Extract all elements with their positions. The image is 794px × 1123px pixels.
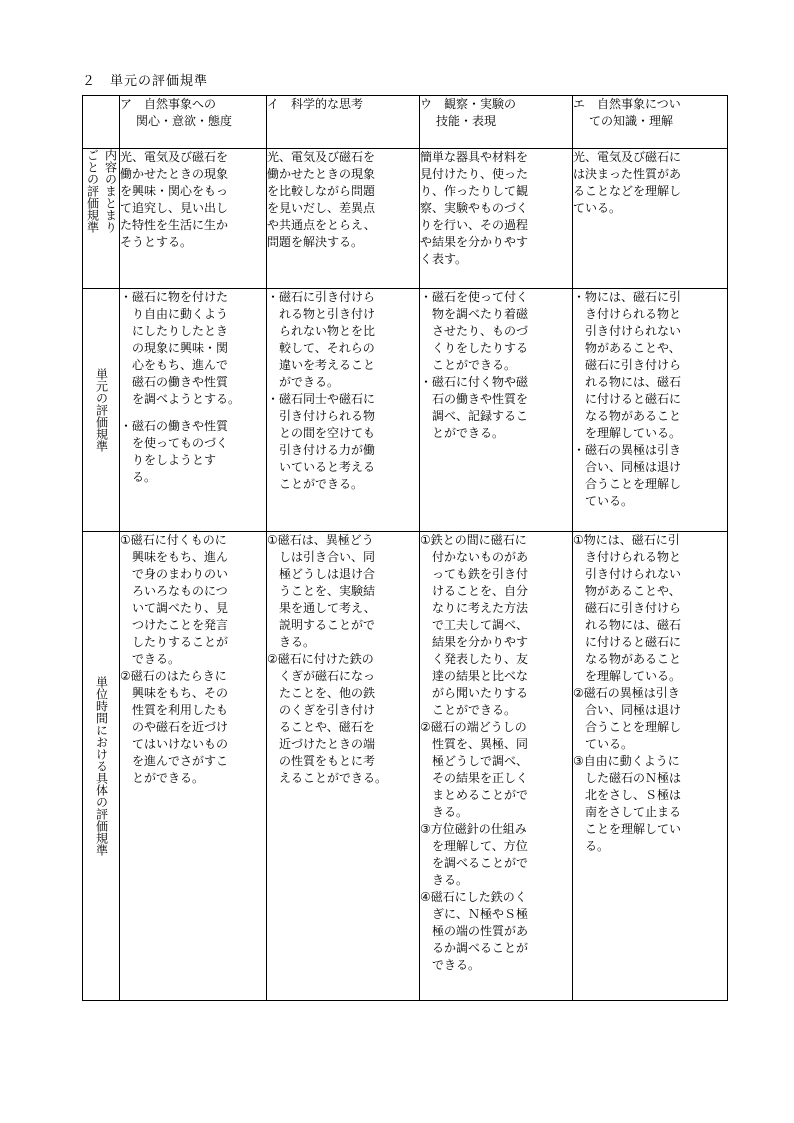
cell-line: ④磁石にした鉄のく <box>420 890 527 904</box>
cell-line: ている。 <box>585 494 634 508</box>
cell-line: 働かせたときの現象 <box>267 167 376 181</box>
cell-line: れる物と引き付け <box>279 307 376 321</box>
cell-line: くりをしたりする <box>432 341 529 355</box>
cell-line: て追究し、見い出し <box>120 201 229 215</box>
cell-line: を調べようとする。 <box>132 392 241 406</box>
cell-line: 石の働きや性質を <box>432 392 529 406</box>
cell-line: 物があることや、 <box>585 341 681 355</box>
cell-line: 光、電気及び磁石に <box>573 150 682 164</box>
cell-line: 興味をもち、進ん <box>132 550 229 564</box>
cell-line: なる物があること <box>585 652 682 666</box>
criteria-cell <box>267 289 420 532</box>
header-row <box>83 96 728 149</box>
cell-line: ている。 <box>585 737 634 751</box>
header-cell-e <box>573 96 728 149</box>
cell-line: 果を通して考え、 <box>279 601 376 615</box>
criteria-cell <box>573 149 728 289</box>
cell-line: がら聞いたりする <box>432 686 529 700</box>
cell-line: できる。 <box>132 652 181 666</box>
evaluation-criteria-table <box>82 95 728 1001</box>
cell-line: たことを、他の鉄 <box>279 686 376 700</box>
cell-line: 引き付けられない <box>585 567 682 581</box>
cell-line: 北をさし、Ｓ極は <box>585 788 682 802</box>
cell-line: られない物とを比 <box>279 324 376 338</box>
header-cell-a <box>120 96 267 149</box>
criteria-cell <box>120 149 267 289</box>
criteria-cell <box>267 149 420 289</box>
cell-line: を使ってものづく <box>132 436 229 450</box>
header-line: 関心・意欲・態度 <box>136 114 233 128</box>
cell-line: ができる。 <box>279 375 340 389</box>
criteria-cell <box>120 532 267 1001</box>
header-cell-u <box>420 96 573 149</box>
cell-line: しは引き合い、同 <box>279 550 376 564</box>
cell-line: を比較しながら問題 <box>267 184 376 198</box>
cell-line: を見いだし、差異点 <box>267 201 376 215</box>
cell-line: 極どうしで調べ、 <box>432 754 529 768</box>
cell-line: 達の結果と比べな <box>432 669 529 683</box>
cell-line: を理解して、方位 <box>432 839 528 853</box>
cell-line: 性質を、異極、同 <box>432 737 529 751</box>
criteria-cell <box>120 289 267 532</box>
cell-line: れる物には、磁石 <box>585 618 682 632</box>
cell-line: できる。 <box>432 958 481 972</box>
cell-line: ろいろなものにつ <box>132 584 228 598</box>
cell-line: 磁石に引き付けら <box>585 601 682 615</box>
cell-line: 引き付けられない <box>585 324 682 338</box>
cell-line: り、作ったりして観 <box>420 184 529 198</box>
cell-line: ぎに、Ｎ極やＳ極 <box>432 907 529 921</box>
cell-line: ・磁石の異極は引き <box>573 443 682 457</box>
cell-line: 付かないものがあ <box>432 550 529 564</box>
cell-line: きる。 <box>432 805 469 819</box>
cell-line: 調べ、記録するこ <box>432 409 529 423</box>
cell-line: とができる。 <box>432 426 505 440</box>
cell-line: 問題を解決する。 <box>267 235 364 249</box>
cell-line: 磁石の働きや性質 <box>132 375 229 389</box>
cell-line: 見付けたり、使った <box>420 167 529 181</box>
cell-line: 物を調べたり着磁 <box>432 307 529 321</box>
cell-line: ることなどを理解し <box>573 184 682 198</box>
cell-line: た特性を生活に生か <box>120 218 229 232</box>
cell-line: や結果を分かりやす <box>420 235 529 249</box>
cell-line: に付けると磁石に <box>585 392 682 406</box>
cell-line: ・磁石に物を付けた <box>120 290 229 304</box>
row-label-line: 内容のまとまり <box>103 149 118 233</box>
cell-line: 簡単な器具や材料を <box>420 150 529 164</box>
cell-line: り自由に動くよう <box>132 307 229 321</box>
cell-line: を調べることがで <box>432 856 529 870</box>
cell-line: ②磁石の異極は引き <box>573 686 680 700</box>
cell-line: ①物には、磁石に引 <box>573 533 680 547</box>
cell-line: ③方位磁針の仕組み <box>420 822 527 836</box>
header-line: ての知識・理解 <box>589 114 674 128</box>
cell-line: りをしようとす <box>132 453 217 467</box>
cell-line: 物があることや、 <box>585 584 681 598</box>
cell-line: ・磁石に付く物や磁 <box>420 375 529 389</box>
cell-line: 引き付けられる物 <box>279 409 376 423</box>
cell-line: ・磁石の働きや性質 <box>120 419 229 433</box>
cell-line: ①磁石に付くものに <box>120 533 227 547</box>
header-line: ウ 観察・実験の <box>420 97 517 111</box>
cell-line: いていると考える <box>279 460 376 474</box>
cell-line: のくぎを引き付け <box>279 703 376 717</box>
unit-criteria-row <box>83 289 728 532</box>
cell-line: ることや、磁石を <box>279 720 375 734</box>
header-line: エ 自然事象につい <box>573 97 681 111</box>
criteria-cell <box>573 289 728 532</box>
cell-line: きる。 <box>279 635 316 649</box>
cell-line: を理解している。 <box>585 669 682 683</box>
cell-line: の性質をもとに考 <box>279 754 376 768</box>
cell-line: を進んでさがすこ <box>132 754 229 768</box>
cell-line: ことができる。 <box>279 477 364 491</box>
cell-line: ことができる。 <box>432 703 517 717</box>
cell-line: いて調べたり、見 <box>132 601 229 615</box>
cell-line: 性質を利用したも <box>132 703 229 717</box>
cell-line: 極の端の性質があ <box>432 924 529 938</box>
cell-line: れる物には、磁石 <box>585 375 682 389</box>
lesson-criteria-row <box>83 532 728 1001</box>
cell-line: にしたりしたとき <box>132 324 229 338</box>
cell-line: き付けられる物と <box>585 550 682 564</box>
cell-line: を興味・関心をもっ <box>120 184 229 198</box>
row-label-line: ごとの評価規準 <box>85 149 100 233</box>
row-label-line: 単元の評価規準 <box>94 368 109 452</box>
cell-line: うことを、実験結 <box>279 584 376 598</box>
cell-line: 合うことを理解し <box>585 720 682 734</box>
cell-line: 結果を分かりやす <box>432 635 529 649</box>
cell-line: は決まった性質があ <box>573 167 682 181</box>
cell-line: まとめることがで <box>432 788 529 802</box>
cell-line: りを行い、その過程 <box>420 218 529 232</box>
cell-line: ①鉄との間に磁石に <box>420 533 527 547</box>
content-criteria-row <box>83 149 728 289</box>
cell-line <box>120 408 266 418</box>
cell-line: く発表したり、友 <box>432 652 529 666</box>
header-line: イ 科学的な思考 <box>267 97 364 111</box>
cell-line: を理解している。 <box>585 426 682 440</box>
criteria-cell <box>267 532 420 1001</box>
cell-line: そうとする。 <box>120 235 193 249</box>
cell-line: ている。 <box>573 201 622 215</box>
cell-line: で工夫して調べ、 <box>432 618 529 632</box>
row-label-unit-criteria <box>83 289 120 532</box>
row-label-line: 単位時間における具体の評価規準 <box>94 676 109 856</box>
cell-line: で身のまわりのい <box>132 567 229 581</box>
cell-line: なる物があること <box>585 409 682 423</box>
section-title: ２ 単元の評価規準 <box>82 74 209 89</box>
cell-line: くぎが磁石になっ <box>279 669 376 683</box>
cell-line: 働かせたときの現象 <box>120 167 229 181</box>
cell-line: ことを理解してい <box>585 822 682 836</box>
header-cell-i <box>267 96 420 149</box>
cell-line: 心をもち、進んで <box>132 358 229 372</box>
cell-line: ②磁石に付けた鉄の <box>267 652 374 666</box>
cell-line: 合い、同極は退け <box>585 703 682 717</box>
cell-line: との間を空けても <box>279 426 376 440</box>
cell-line: っても鉄を引き付 <box>432 567 529 581</box>
cell-line: てはいけないもの <box>132 737 229 751</box>
cell-line: したりすることが <box>132 635 229 649</box>
cell-line: 光、電気及び磁石を <box>267 150 376 164</box>
cell-line: なりに考えた方法 <box>432 601 529 615</box>
cell-line: 光、電気及び磁石を <box>120 150 229 164</box>
cell-line: るか調べることが <box>432 941 529 955</box>
cell-line: 説明することがで <box>279 618 376 632</box>
cell-line: ・磁石に引き付けら <box>267 290 376 304</box>
cell-line: きる。 <box>432 873 469 887</box>
cell-line: けることを、自分 <box>432 584 529 598</box>
row-label-lesson-criteria <box>83 532 120 1001</box>
cell-line: 合い、同極は退け <box>585 460 682 474</box>
header-line: ア 自然事象への <box>120 97 217 111</box>
criteria-cell <box>420 149 573 289</box>
cell-line: のや磁石を近づけ <box>132 720 229 734</box>
cell-line: の現象に興味・関 <box>132 341 229 355</box>
criteria-cell <box>420 289 573 532</box>
cell-line: く表す。 <box>420 252 468 266</box>
header-line: 技能・表現 <box>436 114 497 128</box>
cell-line: ②磁石のはたらきに <box>120 669 227 683</box>
cell-line: 較して、それらの <box>279 341 375 355</box>
cell-line: 合うことを理解し <box>585 477 682 491</box>
cell-line: 極どうしは退け合 <box>279 567 376 581</box>
cell-line: 違いを考えること <box>279 358 376 372</box>
cell-line: 近づけたときの端 <box>279 737 376 751</box>
cell-line: 引き付ける力が働 <box>279 443 376 457</box>
cell-line: させたり、ものづ <box>432 324 529 338</box>
cell-line: ・磁石を使って付く <box>420 290 529 304</box>
cell-line: ことができる。 <box>432 358 517 372</box>
cell-line: つけたことを発言 <box>132 618 229 632</box>
criteria-cell <box>420 532 573 1001</box>
cell-line: る。 <box>132 470 157 484</box>
cell-line: や共通点をとらえ、 <box>267 218 376 232</box>
cell-line: に付けると磁石に <box>585 635 682 649</box>
row-label-content-criteria <box>83 149 120 289</box>
cell-line: その結果を正しく <box>432 771 529 785</box>
cell-line: 南をさして止まる <box>585 805 682 819</box>
cell-line: とができる。 <box>132 771 205 785</box>
criteria-cell <box>573 532 728 1001</box>
cell-line: き付けられる物と <box>585 307 682 321</box>
cell-line: 察、実験やものづく <box>420 201 529 215</box>
cell-line: ③自由に動くように <box>573 754 680 768</box>
cell-line: ・磁石同士や磁石に <box>267 392 376 406</box>
cell-line: ②磁石の端どうしの <box>420 720 527 734</box>
cell-line: 磁石に引き付けら <box>585 358 682 372</box>
cell-line: 興味をもち、その <box>132 686 229 700</box>
cell-line: えることができる。 <box>279 771 388 785</box>
cell-line: る。 <box>585 839 610 853</box>
cell-line: ・物には、磁石に引 <box>573 290 682 304</box>
cell-line: ①磁石は、異極どう <box>267 533 374 547</box>
corner-cell <box>83 96 120 149</box>
cell-line: した磁石のＮ極は <box>585 771 682 785</box>
